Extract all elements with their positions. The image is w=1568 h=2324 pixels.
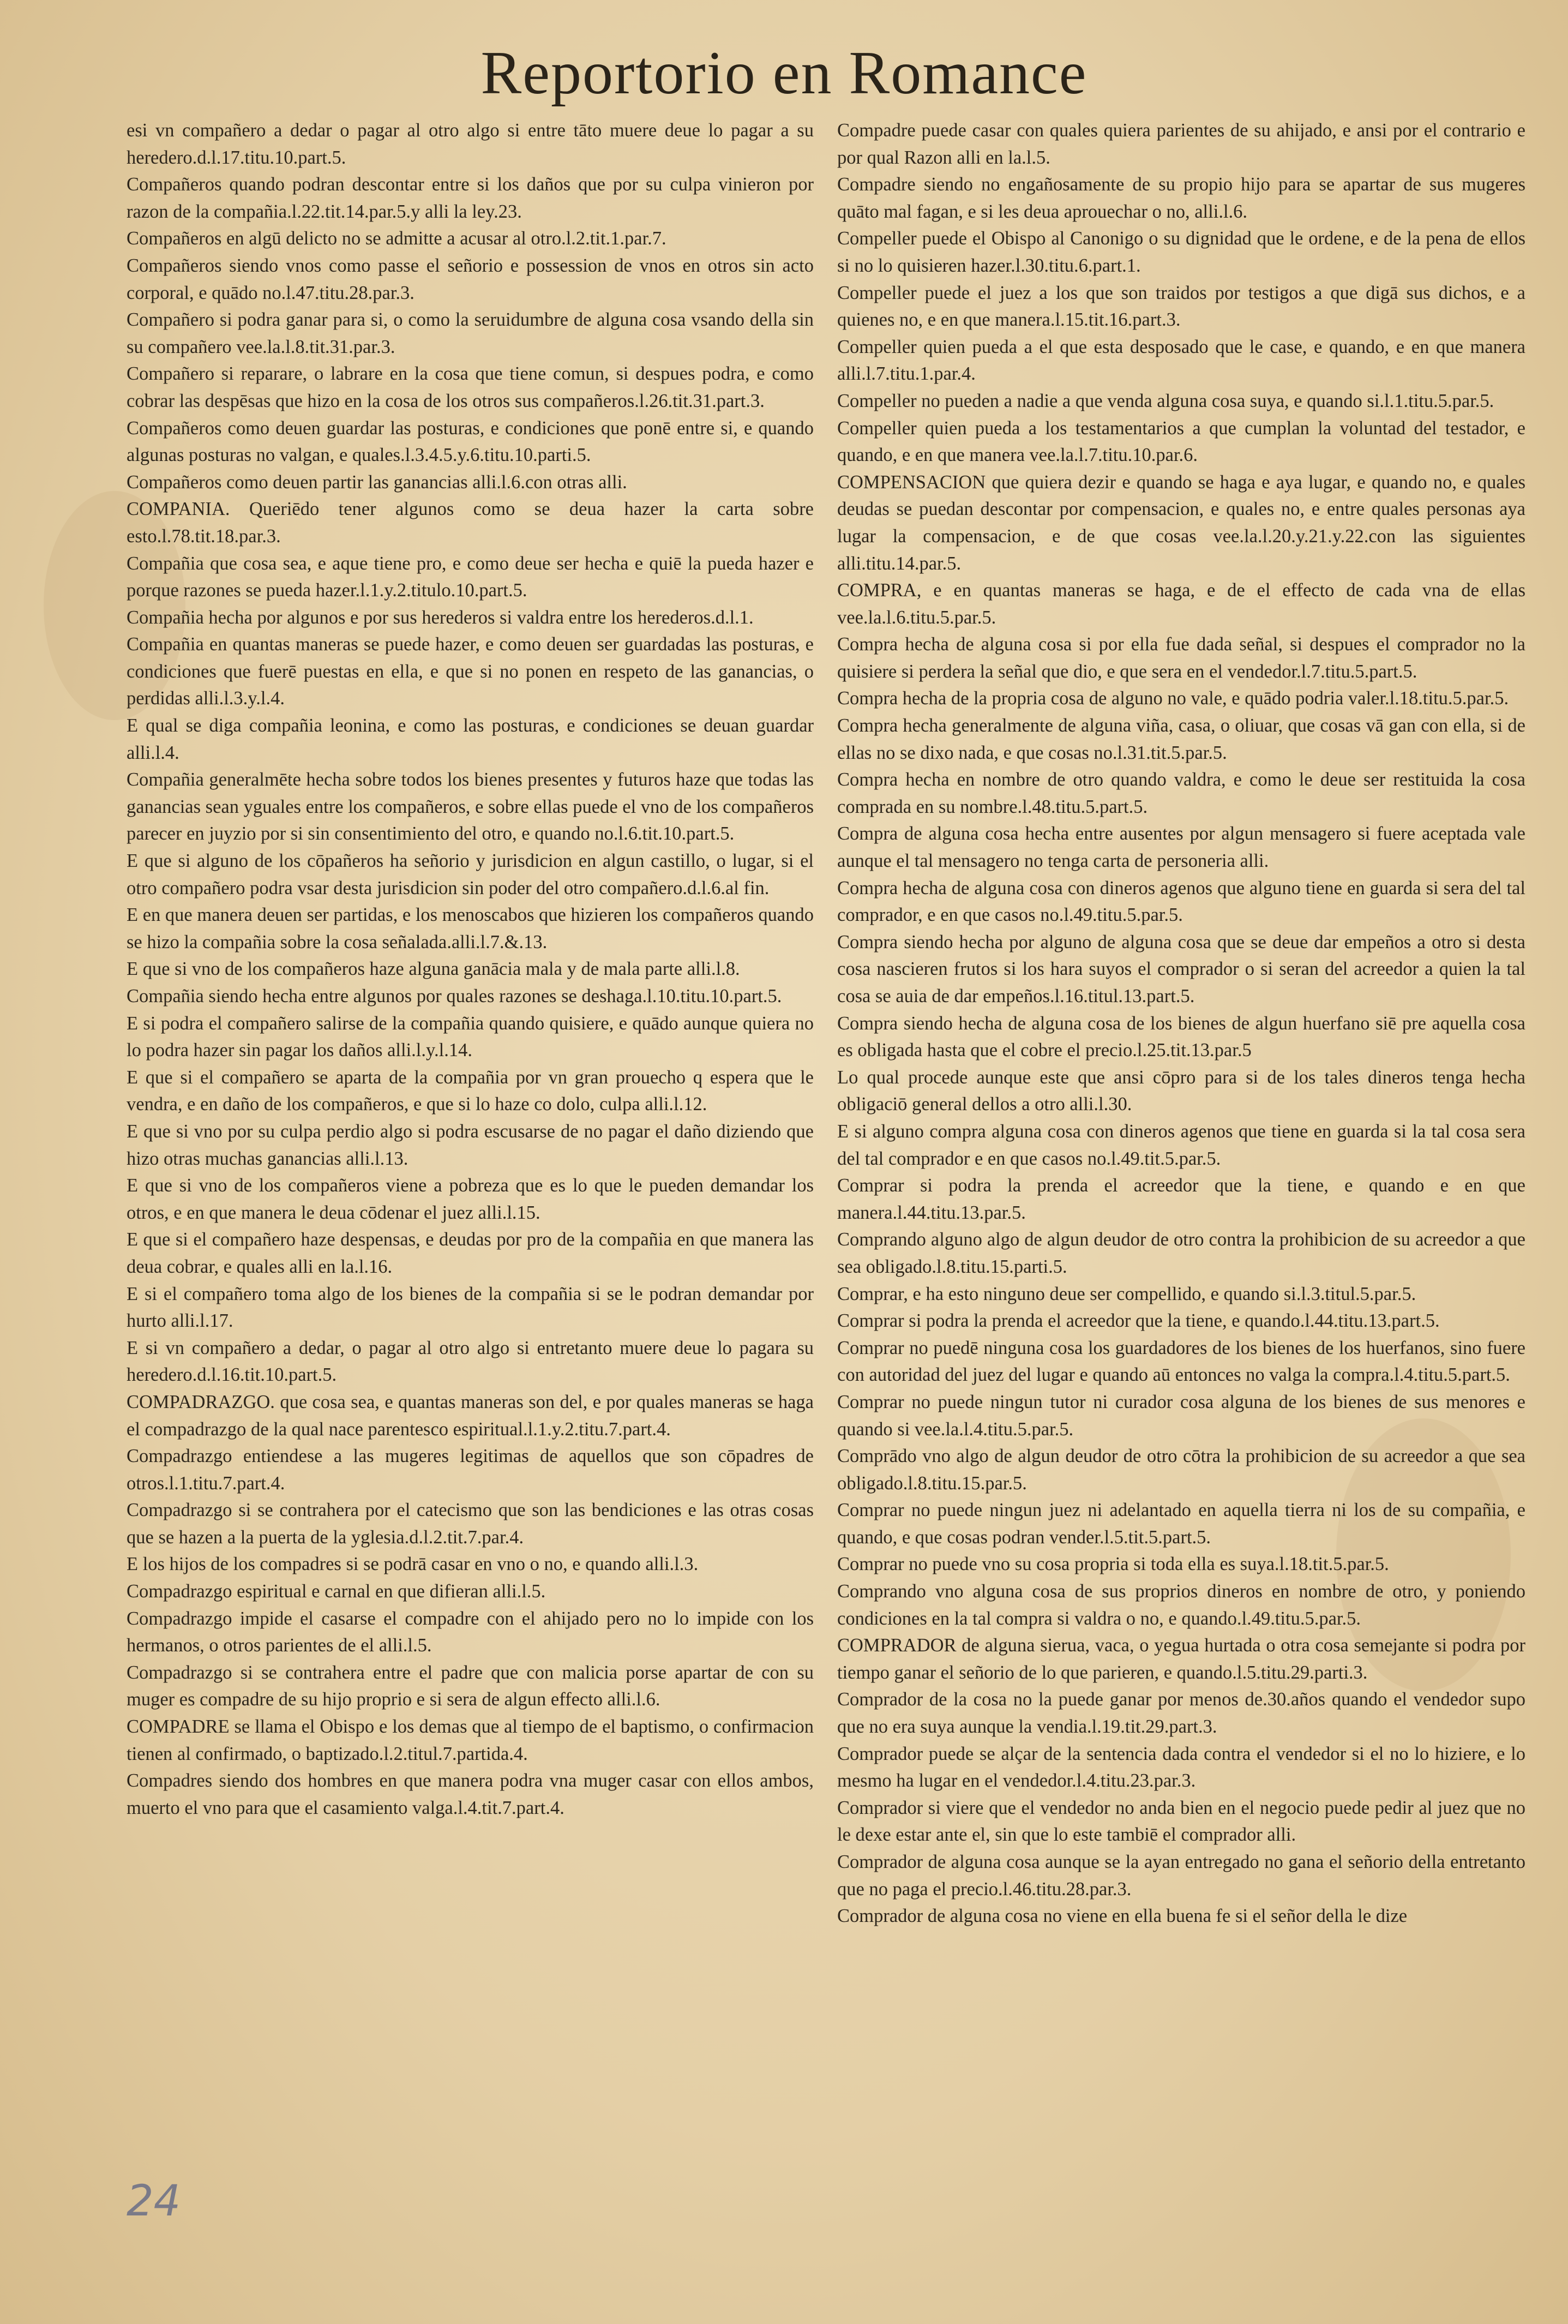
index-entry: Compadrazgo si se contrahera por el catecismo que son las bendiciones e las otras cosas que se hazen a la puerta de la yglesia.d.l.2.tit.7.par.4. xyxy=(127,1500,814,1548)
right-column xyxy=(837,117,1525,2169)
index-entry: Compeller puede el Obispo al Canonigo o su dignidad que le ordene, e de la pena de ellos si no lo quisieren hazer.l.30.titu.6.part.1. xyxy=(837,228,1525,276)
index-entry: Comprādo vno algo de algun deudor de otro cōtra la prohibicion de su acreedor a que sea obligado.l.8.titu.15.par.5. xyxy=(837,1446,1525,1494)
index-entry: Compra hecha generalmente de alguna viña, casa, o oliuar, que cosas vā gan con ella, si de ellas no se dixo nada, e que cosas no.l.31.tit.5.par.5. xyxy=(837,715,1525,763)
index-entry: Compeller puede el juez a los que son traidos por testigos a que digā sus dichos, e a quienes no, e en que manera.l.15.tit.16.part.3. xyxy=(837,282,1525,331)
index-entry: Comprador de la cosa no la puede ganar por menos de.30.años quando el vendedor supo que no era suya aunque la vendia.l.19.tit.29.part.3. xyxy=(837,1689,1525,1738)
index-entry: Comprar no puedē ninguna cosa los guardadores de los bienes de los huerfanos, sino fuere con autoridad del juez del lugar e quando aū entonces no valga la compra.l.4.titu.5.part.5. xyxy=(837,1337,1525,1386)
index-entry: Compañeros siendo vnos como passe el señorio e possession de vnos en otros sin acto corporal, e quādo no.l.47.titu.28.par.3. xyxy=(127,255,814,303)
index-entry: Compra hecha en nombre de otro quando valdra, e como le deue ser restituida la cosa comprada en su nombre.l.48.titu.5.part.5. xyxy=(837,769,1525,817)
index-entry: Compadrazgo entiendese a las mugeres legitimas de aquellos que son cōpadres de otros.l.1.titu.7.part.4. xyxy=(127,1446,814,1494)
index-entry: Compañeros quando podran descontar entre si los daños que por su culpa vinieron por razon de la compañia.l.22.tit.14.par.5.y alli la ley.23. xyxy=(127,174,814,222)
index-entry: Comprar no puede ningun juez ni adelantado en aquella tierra ni los de su compañia, e quando, e que cosas podran vender.l.5.tit.5.part.5. xyxy=(837,1500,1525,1548)
index-entry: Comprar no puede vno su cosa propria si toda ella es suya.l.18.tit.5.par.5. xyxy=(837,1554,1389,1575)
index-entry: Compra hecha de alguna cosa si por ella fue dada señal, si despues el comprador no la quisiere si perdera la señal que dio, e que sera en el vendedor.l.7.titu.5.part.5. xyxy=(837,634,1525,682)
index-entry: Compra de alguna cosa hecha entre ausentes por algun mensagero si fuere aceptada vale aunque el tal mensagero no tenga carta de personeria alli. xyxy=(837,823,1525,872)
index-entry: Compadrazgo impide el casarse el compadre con el ahijado pero no lo impide con los hermanos, o otros parientes de el alli.l.5. xyxy=(127,1608,814,1656)
index-entry: Compañero si reparare, o labrare en la cosa que tiene comun, si despues podra, e como cobrar las despēsas que hizo en la cosa de los otros sus compañeros.l.26.tit.31.part.3. xyxy=(127,363,814,411)
index-entry: Compañia generalmēte hecha sobre todos los bienes presentes y futuros haze que todas las ganancias sean yguales entre los compañeros, e sobre ellas puede el vno de los compañeros parecer en juyzio por si sin consentimiento del otro, e quando no.l.6.tit.10.part.5. xyxy=(127,769,814,844)
index-entry: Compañia hecha por algunos e por sus herederos si valdra entre los herederos.d.l.1. xyxy=(127,607,754,628)
index-entry: Compañero si podra ganar para si, o como la seruidumbre de alguna cosa vsando della sin su compañero vee.la.l.8.tit.31.par.3. xyxy=(127,309,814,357)
index-entry: E qual se diga compañia leonina, e como las posturas, e condiciones se deuan guardar alli.l.4. xyxy=(127,715,814,763)
index-entry: E si alguno compra alguna cosa con dineros agenos que tiene en guarda si la tal cosa sera del tal comprador e en que casos no.l.49.tit.5.par.5. xyxy=(837,1121,1525,1169)
index-entry: Comprador de alguna cosa no viene en ella buena fe si el señor della le dize xyxy=(837,1906,1408,1927)
index-entry: COMPADRAZGO. que cosa sea, e quantas maneras son del, e por quales maneras se haga el compadrazgo de la qual nace parentesco espiritual.l.1.y.2.titu.7.part.4. xyxy=(127,1391,814,1440)
index-entry: Compadrazgo si se contrahera entre el padre que con malicia porse apartar de con su muger es compadre de su hijo proprio e si sera de algun effecto alli.l.6. xyxy=(127,1662,814,1710)
index-entry: Compra siendo hecha de alguna cosa de los bienes de algun huerfano siē pre aquella cosa es obligada hasta que el cobre el precio.l.25.tit.13.par.5 xyxy=(837,1013,1525,1061)
index-entry: COMPADRE se llama el Obispo e los demas que al tiempo de el baptismo, o confirmacion tienen al confirmado, o baptizado.l.2.titul.7.partida.4. xyxy=(127,1716,814,1764)
index-entry: Comprador puede se alçar de la sentencia dada contra el vendedor si el no lo hiziere, e lo mesmo ha lugar en el vendedor.l.4.titu.23.par.3. xyxy=(837,1743,1525,1792)
index-entry: COMPANIA. Queriēdo tener algunos como se deua hazer la carta sobre esto.l.78.tit.18.par.3. xyxy=(127,499,814,547)
index-entry: Comprar no puede ningun tutor ni curador cosa alguna de los bienes de sus menores e quando si vee.la.l.4.titu.5.par.5. xyxy=(837,1391,1525,1440)
index-entry: Comprador de alguna cosa aunque se la ayan entregado no gana el señorio della entretanto que no paga el precio.l.46.titu.28.par.3. xyxy=(837,1852,1525,1900)
index-entry: E en que manera deuen ser partidas, e los menoscabos que hizieren los compañeros quando se hizo la compañia sobre la cosa señalada.alli.l.7.&.13. xyxy=(127,905,814,953)
index-entry: Comprando alguno algo de algun deudor de otro contra la prohibicion de su acreedor a que sea obligado.l.8.titu.15.parti.5. xyxy=(837,1229,1525,1277)
index-entry: Compra siendo hecha por alguno de alguna cosa que se deue dar empeños a otro si desta cosa nascieren frutos si los hara suyos el comprador o si seran del acreedor a quien la tal cosa se auia de dar empeños.l.16.titul.13.part.5. xyxy=(837,931,1525,1007)
index-entry: Compadres siendo dos hombres en que manera podra vna muger casar con ellos ambos, muerto el vno para que el casamiento valga.l.4.tit.7.part.4. xyxy=(127,1770,814,1818)
folio-number: 24 xyxy=(127,2177,181,2226)
index-entry: Comprar, e ha esto ninguno deue ser compellido, e quando si.l.3.titul.5.par.5. xyxy=(837,1283,1416,1304)
index-entry: E que si el compañero se aparta de la compañia por vn gran prouecho q espera que le vendra, e en daño de los compañeros, e que si lo haze co dolo, culpa alli.l.12. xyxy=(127,1067,814,1115)
index-entry: esi vn compañero a dedar o pagar al otro algo si entre tāto muere deue lo pagar a su heredero.d.l.17.titu.10.part.5. xyxy=(127,120,814,168)
index-entry: Compra hecha de alguna cosa con dineros agenos que alguno tiene en guarda si sera del tal comprador, e en que casos no.l.49.titu.5.par.5. xyxy=(837,877,1525,926)
index-entry: Compeller quien pueda a el que esta desposado que le case, e quando, e en que manera alli.l.7.titu.1.par.4. xyxy=(837,336,1525,385)
index-entry: Compadre puede casar con quales quiera parientes de su ahijado, e ansi por el contrario e por qual Razon alli en la.l.5. xyxy=(837,120,1525,168)
index-entry: Compeller quien pueda a los testamentarios a que cumplan la voluntad del testador, e quando, e en que manera vee.la.l.7.titu.10.par.6. xyxy=(837,417,1525,466)
index-entry: Compañia siendo hecha entre algunos por quales razones se deshaga.l.10.titu.10.part.5. xyxy=(127,986,782,1007)
index-entry: E si podra el compañero salirse de la compañia quando quisiere, e quādo aunque quiera no lo podra hazer sin pagar los daños alli.l.y.l.14. xyxy=(127,1013,814,1061)
index-entry: E si el compañero toma algo de los bienes de la compañia si se le podran demandar por hurto alli.l.17. xyxy=(127,1283,814,1332)
index-entry: E que si vno de los compañeros haze alguna ganācia mala y de mala parte alli.l.8. xyxy=(127,959,740,980)
left-column xyxy=(127,117,814,2169)
index-entry: Compañeros como deuen guardar las posturas, e condiciones que ponē entre si, e quando algunas posturas no valgan, e quales.l.3.4.5.y.6.titu.10.parti.5. xyxy=(127,417,814,466)
index-entry: Compañia que cosa sea, e aque tiene pro, e como deue ser hecha e quiē la pueda hazer e porque razones se pueda hazer.l.1.y.2.titulo.10.part.5. xyxy=(127,553,814,601)
index-entry: Compañia en quantas maneras se puede hazer, e como deuen ser guardadas las posturas, e condiciones que fuerē puestas en ella, e que si no ponen en respeto de las ganancias, o perdidas alli.l.3.y.l.4. xyxy=(127,634,814,709)
index-entry: COMPENSACION que quiera dezir e quando se haga e aya lugar, e quando no, e quales deudas se puedan descontar por compensacion, e quales no, e entre quales personas aya lugar la compensacion, e de que cosas vee.la.l.20.y.21.y.22.con las siguientes alli.titu.14.par.5. xyxy=(837,471,1525,574)
index-entry: E que si el compañero haze despensas, e deudas por pro de la compañia en que manera las deua cobrar, e quales alli en la.l.16. xyxy=(127,1229,814,1277)
index-entry: E los hijos de los compadres si se podrā casar en vno o no, e quando alli.l.3. xyxy=(127,1554,699,1575)
index-entry: Comprando vno alguna cosa de sus proprios dineros en nombre de otro, y poniendo condiciones en la tal compra si valdra o no, e quando.l.49.titu.5.par.5. xyxy=(837,1581,1525,1629)
running-header: Reportorio en Romance xyxy=(480,39,1088,107)
index-entry: Compadrazgo espiritual e carnal en que difieran alli.l.5. xyxy=(127,1581,546,1602)
index-entry: COMPRA, e en quantas maneras se haga, e de el effecto de cada vna de ellas vee.la.l.6.titu.5.par.5. xyxy=(837,580,1525,628)
index-entry: Compra hecha de la propria cosa de alguno no vale, e quādo podria valer.l.18.titu.5.par.5. xyxy=(837,688,1509,709)
index-entry: Compañeros en algū delicto no se admitte a acusar al otro.l.2.tit.1.par.7. xyxy=(127,228,666,249)
index-entry: E que si vno por su culpa perdio algo si podra escusarse de no pagar el daño diziendo que hizo otras muchas ganancias alli.l.13. xyxy=(127,1121,814,1169)
index-entry: Comprar si podra la prenda el acreedor que la tiene, e quando e en que manera.l.44.titu.13.par.5. xyxy=(837,1175,1525,1223)
index-entry: Compeller no pueden a nadie a que venda alguna cosa suya, e quando si.l.1.titu.5.par.5. xyxy=(837,390,1494,411)
index-entry: E si vn compañero a dedar, o pagar al otro algo si entretanto muere deue lo pagara su heredero.d.l.16.tit.10.part.5. xyxy=(127,1337,814,1386)
index-entry: E que si alguno de los cōpañeros ha señorio y jurisdicion en algun castillo, o lugar, si el otro compañero podra vsar desta jurisdicion sin poder del otro compañero.d.l.6.al fin. xyxy=(127,850,814,899)
index-entry: E que si vno de los compañeros viene a pobreza que es lo que le pueden demandar los otros, e en que manera le deua cōdenar el juez alli.l.15. xyxy=(127,1175,814,1223)
index-entry: Comprar si podra la prenda el acreedor que la tiene, e quando.l.44.titu.13.part.5. xyxy=(837,1310,1440,1332)
index-entry: Compadre siendo no engañosamente de su propio hijo para se apartar de sus mugeres quāto mal fagan, e si les deua aprouechar o no, alli.l.6. xyxy=(837,174,1525,222)
index-entry: COMPRADOR de alguna sierua, vaca, o yegua hurtada o otra cosa semejante si podra por tiempo ganar el señorio de lo que parieren, e quando.l.5.titu.29.parti.3. xyxy=(837,1635,1525,1683)
index-entry: Compañeros como deuen partir las ganancias alli.l.6.con otras alli. xyxy=(127,471,627,493)
index-entry: Comprador si viere que el vendedor no anda bien en el negocio puede pedir al juez que no le dexe estar ante el, sin que lo este tambiē el comprador alli. xyxy=(837,1797,1525,1846)
index-entry: Lo qual procede aunque este que ansi cōpro para si de los tales dineros tenga hecha obligaciō general dellos a otro alli.l.30. xyxy=(837,1067,1525,1115)
